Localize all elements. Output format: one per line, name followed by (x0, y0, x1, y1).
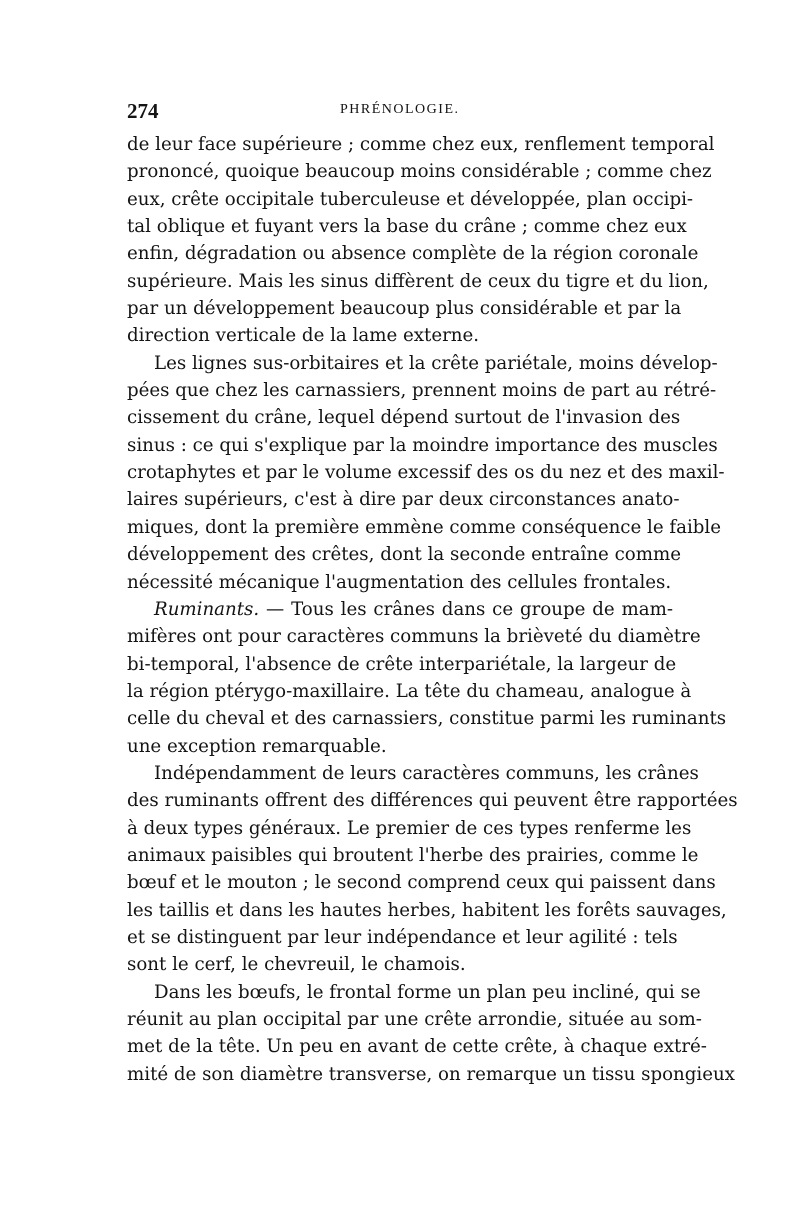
text-line: par un développement beaucoup plus considérable et par la (127, 298, 682, 320)
text-line: direction verticale de la lame externe. (127, 325, 480, 347)
running-head (127, 99, 673, 127)
text-line: cissement du crâne, lequel dépend surtout de l'invasion des (127, 407, 681, 429)
text-line: bœuf et le mouton ; le second comprend ceux qui paissent dans (127, 872, 716, 894)
text-line: à deux types généraux. Le premier de ces types renferme les (127, 817, 692, 839)
text-line: et se distinguent par leur indépendance et leur agilité : tels (127, 926, 678, 948)
text-line: laires supérieurs, c'est à dire par deux circonstances anato- (127, 489, 680, 511)
text-line: miques, dont la première emmène comme conséquence le faible (127, 516, 722, 538)
text-line: Dans les bœufs, le frontal forme un plan peu incliné, qui se (154, 981, 701, 1003)
text-line: eux, crête occipitale tuberculeuse et développée, plan occipi- (127, 188, 694, 210)
text-line: crotaphytes et par le volume excessif des os du nez et des maxil- (127, 462, 725, 484)
text-line (127, 596, 673, 623)
text-line: Indépendamment de leurs caractères communs, les crânes (154, 762, 699, 784)
text-line: sinus : ce qui s'explique par la moindre importance des muscles (127, 434, 718, 456)
text-line: tal oblique et fuyant vers la base du crâne ; comme chez eux (127, 216, 687, 238)
text-line: sont le cerf, le chevreuil, le chamois. (127, 954, 466, 976)
text-line: animaux paisibles qui broutent l'herbe des prairies, comme le (127, 844, 699, 866)
text-line: celle du cheval et des carnassiers, constitue parmi les ruminants (127, 708, 727, 730)
text-line: une exception remarquable. (127, 735, 387, 757)
text-line: des ruminants offrent des différences qui peuvent être rapportées (127, 790, 738, 812)
body-text (127, 131, 738, 1088)
text-line: les taillis et dans les hautes herbes, habitent les forêts sauvages, (127, 899, 727, 921)
text-line: réunit au plan occipital par une crête arrondie, située au som- (127, 1009, 702, 1030)
text-line: la région ptérygo-maxillaire. La tête du chameau, analogue à (127, 680, 692, 702)
text-line: mifères ont pour caractères communs la brièveté du diamètre (127, 626, 701, 648)
text-line: enfin, dégradation ou absence complète de la région coronale (127, 243, 699, 265)
text-line: met de la tête. Un peu en avant de cette crête, à chaque extré- (127, 1036, 707, 1058)
text-line: prononcé, quoique beaucoup moins considérable ; comme chez (127, 161, 712, 183)
text-line: Les lignes sus-orbitaires et la crête pariétale, moins dévelop- (154, 352, 718, 374)
text-line: nécessité mécanique l'augmentation des cellules frontales. (127, 571, 672, 593)
text-line-continuation: — Tous les crânes dans ce groupe de mam- (266, 598, 673, 620)
page-number: 274 (127, 99, 159, 123)
text-line: développement des crêtes, dont la seconde entraîne comme (127, 544, 681, 566)
text-line: pées que chez les carnassiers, prennent moins de part au rétré- (127, 380, 717, 402)
text-line: supérieure. Mais les sinus diffèrent de ceux du tigre et du lion, (127, 270, 709, 292)
section-heading-ruminants: Ruminants. (154, 598, 260, 620)
running-title: PHRÉNOLOGIE. (340, 102, 460, 117)
text-line: mité de son diamètre transverse, on remarque un tissu spongieux (127, 1063, 735, 1085)
text-line: de leur face supérieure ; comme chez eux, renflement temporal (127, 134, 715, 155)
text-line: bi-temporal, l'absence de crête interpariétale, la largeur de (127, 653, 677, 675)
